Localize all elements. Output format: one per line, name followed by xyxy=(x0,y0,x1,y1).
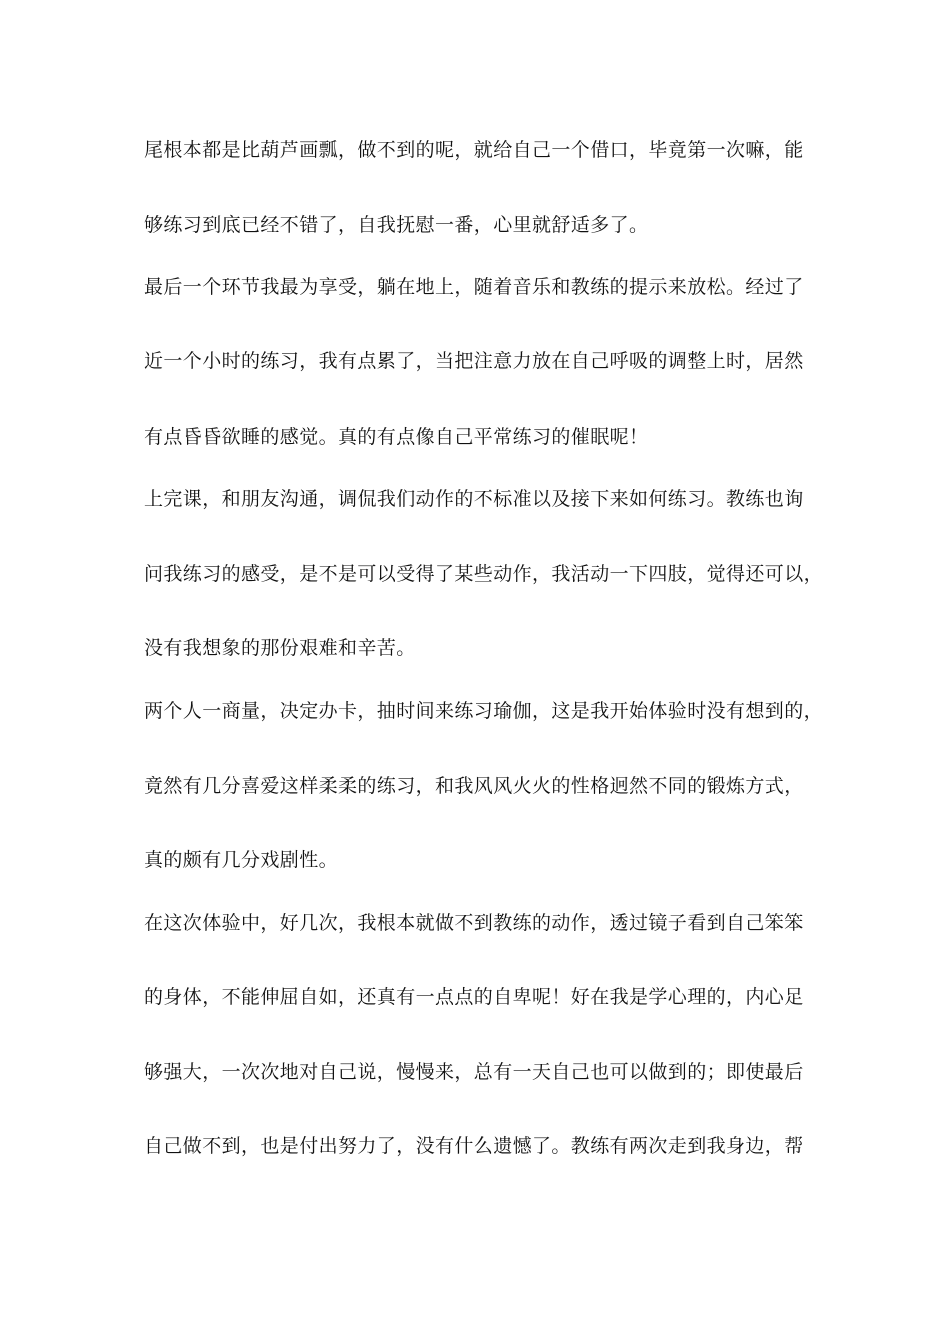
text-line: 够强大，一次次地对自己说，慢慢来，总有一天自己也可以做到的；即使最后 xyxy=(144,1061,804,1083)
text-line: 没有我想象的那份艰难和辛苦。 xyxy=(144,637,416,659)
text-line: 够练习到底已经不错了，自我抚慰一番，心里就舒适多了。 xyxy=(144,214,649,236)
text-line: 近一个小时的练习，我有点累了，当把注意力放在自己呼吸的调整上时，居然 xyxy=(144,350,804,372)
text-line: 的身体，不能伸屈自如，还真有一点点的自卑呢！好在我是学心理的，内心足 xyxy=(144,986,804,1008)
text-line: 有点昏昏欲睡的感觉。真的有点像自己平常练习的催眠呢！ xyxy=(144,426,649,448)
text-line: 问我练习的感受，是不是可以受得了某些动作，我活动一下四肢，觉得还可以， xyxy=(144,563,824,585)
text-line: 竟然有几分喜爱这样柔柔的练习，和我风风火火的性格迥然不同的锻炼方式， xyxy=(144,775,804,797)
text-line: 自己做不到，也是付出努力了，没有什么遗憾了。教练有两次走到我身边，帮 xyxy=(144,1135,804,1157)
text-line: 在这次体验中，好几次，我根本就做不到教练的动作，透过镜子看到自己笨笨 xyxy=(144,912,804,934)
text-line: 两个人一商量，决定办卡，抽时间来练习瑜伽，这是我开始体验时没有想到的， xyxy=(144,700,824,722)
text-line: 上完课，和朋友沟通，调侃我们动作的不标准以及接下来如何练习。教练也询 xyxy=(144,488,804,510)
text-line: 尾根本都是比葫芦画瓢，做不到的呢，就给自己一个借口，毕竟第一次嘛，能 xyxy=(144,139,804,161)
text-line: 真的颇有几分戏剧性。 xyxy=(144,849,339,871)
text-line: 最后一个环节我最为享受，躺在地上，随着音乐和教练的提示来放松。经过了 xyxy=(144,276,804,298)
